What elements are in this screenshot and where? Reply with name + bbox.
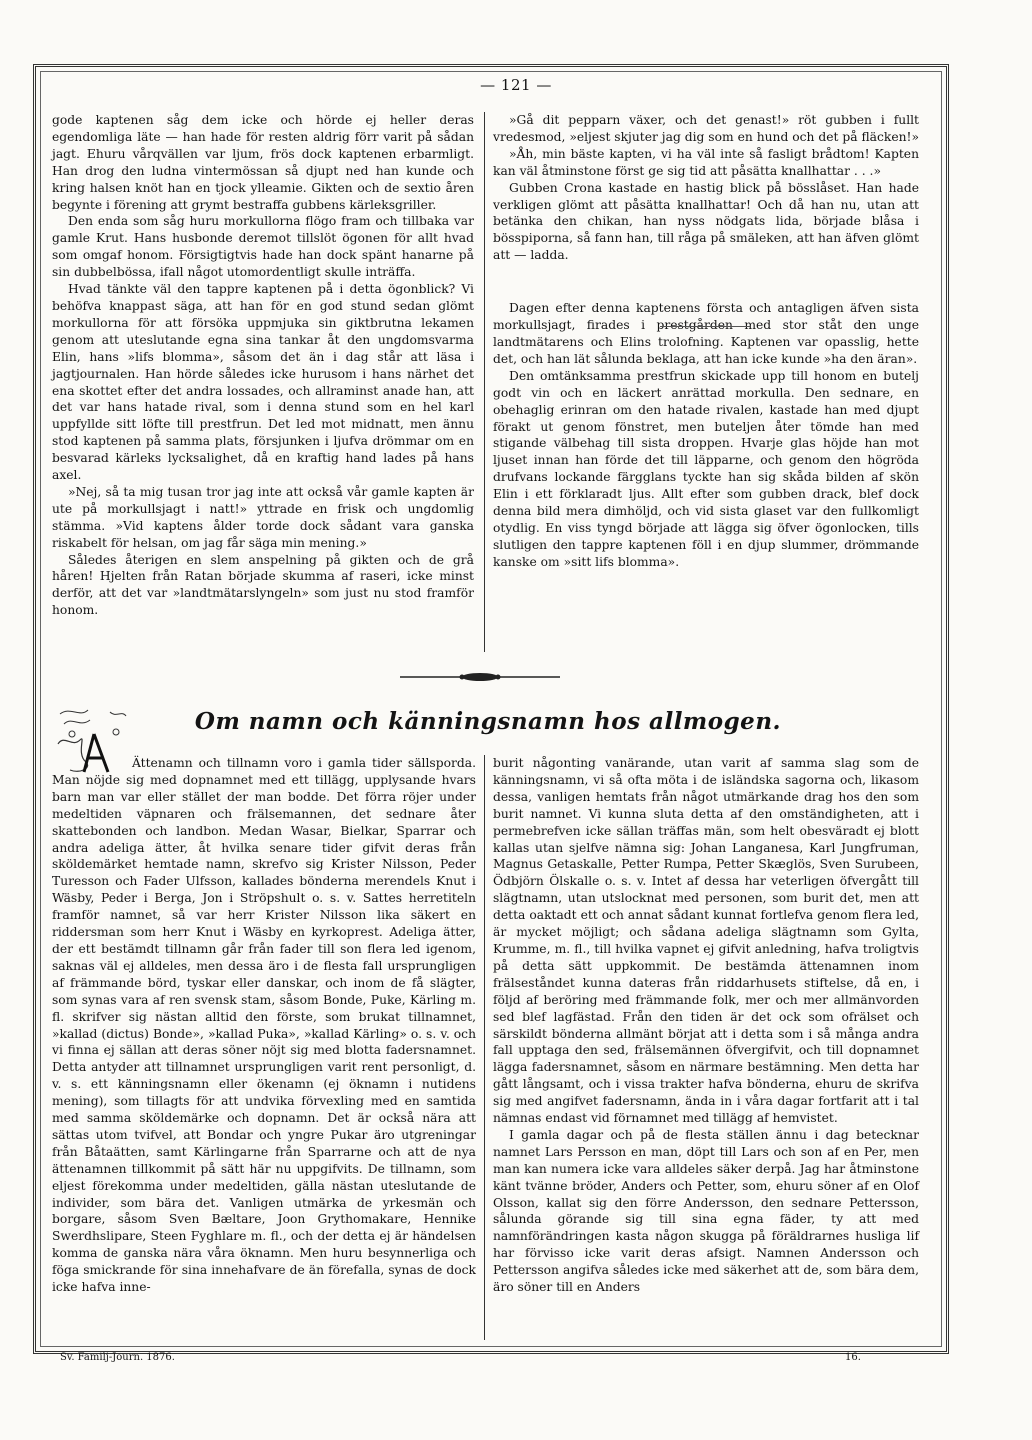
paragraph: »Åh, min bäste kapten, vi ha väl inte så fasligt brådtom! Kapten kan väl åtminstone först ge sig tid att påsätta knallhattar . . .»: [493, 146, 919, 178]
paragraph: Dagen efter denna kaptenens första och antagligen äfven sista morkullsjagt, firades i prestgården med stor ståt den unge landtmätarens och Elins trolofning. Kaptenen var opasslig, hette det, och han lät sålunda beklaga, att han icke kunde »ha den äran».: [493, 301, 919, 366]
paragraph: burit någonting vanärande, utan varit af samma slag som de känningsnamn, vi så ofta möta i de isländska sagorna och, likasom dessa, vanligen hemtats från något utmärkande drag hos den som burit namnet. Vi kunna sluta detta af den omständigheten, att i permebrefven icke sällan träffas män, som helt obesväradt ej blott kallas utan sjelfve nämna sig: Johan Langanesa, Karl Jungfruman, Magnus Getaskalle, Petter Rumpa, Petter Skæglös, Sven Surubeen, Ödbjörn Ölskalle o. s. v. Intet af dessa har veterligen öfvergått till slägtnamn, utan utslocknat med personen, som burit det, men att detta oaktadt ett och annat sådant kunnat fortlefva genom flera led, är mycket möjligt; och sådana adeliga slägtnamn som Gylta, Krumme, m. fl., till hvilka vapnet ej gifvit anledning, hafva troligtvis på detta sätt uppkommit. De bestämda ättenamnen inom frälseståndet kunna dateras från riddarhusets stiftelse, då en, i följd af beröring med främmande folk, mer och mer allmänvorden sed blef lagfästad. Från den tiden är det ock som ofrälset och särskildt bönderna allmänt börjat att i detta som i så många andra fall upptaga den sed, frälsemännen öfvergifvit, och till dopnamnet lägga fadersnamnet, såsom en närmare bestämning. Men detta har gått långsamt, och i vissa trakter hafva bönderna, ehuru de skrifva sig med angifvet fadersnamn, ända in i våra dagar fortfarit att i tal nämnas endast vid förnamnet med tillägg af hemvistet.: [493, 756, 919, 1126]
paragraph: Således återigen en slem anspelning på gikten och de grå håren! Hjelten från Ratan började skumma af raseri, icke minst derför, att det var »landtmätarslyngeln» som just nu stod framför honom.: [52, 552, 474, 618]
paragraph: Den enda som såg huru morkullorna flögo fram och tillbaka var gamle Krut. Hans husbonde deremot tillslöt ögonen för allt hvad som omgaf honom. Försigtigtvis hade han dock spänt hanarne på sin dubbelbössa, ifall något utomordentligt skulle inträffa.: [52, 214, 474, 280]
paragraph: I gamla dagar och på de flesta ställen ännu i dag betecknar namnet Lars Persson en man, döpt till Lars och son af en Per, men man kan numera icke vara alldeles säker derpå. Jag har åtminstone känt tvänne bröder, Anders och Petter, som, ehuru söner af en Olof Olsson, kallat sig den förre Andersson, den sednare Pettersson, sålunda görande sig till sina egna fäder, ty att med namnförändringen kasta någon skugga på föräldrarnes husliga lif har förvisso icke varit deras afsigt. Namnen Andersson och Pettersson angifva således icke med säkerhet att de, som bära dem, äro söner till en Anders: [493, 1127, 919, 1295]
paragraph: gode kaptenen såg dem icke och hörde ej heller deras egendomliga läte — han hade för resten aldrig förr varit på sådan jagt. Ehuru vårqvällen var ljum, frös dock kaptenen erbarmligt. Han drog den ludna vintermössan så djupt ned han kunde och kring halsen knöt han en tjock ylleamie. Gikten och de sextio åren begynte i förening att grymt bestraffa gubbens kärleksgriller.: [52, 113, 474, 212]
article-column-left: [52, 755, 476, 1296]
paragraph: »Nej, så ta mig tusan tror jag inte att också vår gamle kapten är ute på morkullsjagt i natt!» yttrade en frisk och ungdomlig stämma. »Vid kaptens ålder torde dock sådant vara ganska riskabelt för helsan, om jag får säga min mening.»: [52, 484, 474, 550]
page-number: — 121 —: [480, 76, 552, 94]
paragraph: Hvad tänkte väl den tappre kaptenen på i detta ögonblick? Vi behöfva knappast säga, att han för en god stund sedan glömt morkullorna för att försöka uppmjuka sin giktbrutna lekamen genom att uteslutande egna sina tankar åt den ungdomsvarma Elin, hans »lifs blomma», såsom det än i dag står att läsa i jagtjournalen. Han hörde således icke hurusom i hans närhet det ena skottet efter det andra lossades, och allraminst anade han, att det var hans hatade rival, som i denna stund som en hel karl uppfyllde sitt löfte till prestfrun. Det led mot midnatt, men ännu stod kaptenen på samma plats, försjunken i ljufva drömmar om en besvarad kärleks lycksalighet, då en kraftig hand lades på hans axel.: [52, 282, 474, 483]
footer-sheet-number: 16.: [845, 1352, 861, 1363]
section-break-rule: [660, 326, 750, 327]
footer-journal-name: Sv. Familj-Journ. 1876.: [60, 1352, 175, 1363]
paragraph: Ättenamn och tillnamn voro i gamla tider sällsporda. Man nöjde sig med dopnamnet med ett tillägg, upplysande hvars barn man var eller stället der man bodde. Det förra röjer under medeltiden väpnaren och frälsemannen, det sednare åter skattebonden och landbon. Medan Wasar, Bielkar, Sparrar och andra adeliga ätter, åt hvilka senare tider gifvit deras från sköldemärket hemtade namn, skrefvo sig Krister Nilsson, Peder Turesson och Fader Ulfsson, kallades bönderna merendels Knut i Wäsby, Peder i Berga, Jon i Ströpshult o. s. v. Sattes herretiteln framför namnet, så var herr Krister Nilsson lika säkert en riddersman som herr Knut i Wäsby en kyrkoprest. Adeliga ätter, der ett bestämdt tillnamn går från fader till son flera led igenom, saknas väl ej alldeles, men dessa äro i de flesta fall ursprungligen af främmande börd, tyskar eller danskar, och inom de få slägter, som synas vara af ren svensk stam, såsom Bonde, Puke, Kärling m. fl. skrifver sig nästan alltid den förste, som brukat tillnamnet, »kallad (dictus) Bonde», »kallad Puka», »kallad Kärling» o. s. v. och vi finna ej sällan att deras söner nöjt sig med blotta fadersnamnet. Detta antyder att tillnamnet ursprungligen varit rent personligt, d. v. s. ett känningsnamn eller ökenamn (ej öknamn i nutidens mening), som tillagts för att undvika förvexling med en samtida med samma sköldemärke och dopnamn. Det är också nära att sättas utom tvifvel, att Bondar och yngre Pukar äro utgreningar från Båtaätten, samt Kärlingarne från Sparrarne och att de nya ättenamnen tillkommit på sätt här nu uppgifvits. De tillnamn, som eljest förekomma under medeltiden, gälla nästan uteslutande de individer, som bära det. Vanligen utmärka de yrkesmän och borgare, såsom Sven Bæltare, Joon Grythomakare, Hennike Swerdhslipare, Steen Fyghlare m. fl., och der detta ej är händelsen komma de ganska nära våra öknamn. Men huru besynnerliga och föga smickrande för sina innehafvare de än förefalla, synas de dock icke hafva inne-: [52, 756, 476, 1295]
story-column-left: [52, 112, 474, 619]
paragraph: Den omtänksamma prestfrun skickade upp till honom en butelj godt vin och en läckert anrättad morkulla. Den sednare, en obehaglig erinran om den hatade rivalen, kastade han med djupt förakt ut genom fönstret, men buteljen åter tömde han med stigande välbehag till sista droppen. Hvarje glas höjde han mot ljuset innan han förde det till läpparne, och genom den högröda drufvans lockande färgglans tyckte han sig skåda bilden af skön Elin i ett förklaradt ljus. Allt efter som gubben drack, blef dock denna bild mera dimhöljd, och vid sista glaset var den fullkomligt otydlig. En viss tyngd började att lägga sig öfver ögonlocken, tills slutligen den tappre kaptenen föll i en djup slummer, drömmande kanske om »sitt lifs blomma».: [493, 368, 919, 569]
column-divider: [484, 112, 485, 652]
paragraph: Gubben Crona kastade en hastig blick på bösslåset. Han hade verkligen glömt att påsätta knallhattar! Och då han nu, utan att betänka den chikan, han nyss nödgats lida, började blåsa i bösspiporna, så fann han, till råga på smäleken, att han äfven glömt att — ladda.: [493, 180, 919, 263]
ornament-divider: [400, 670, 560, 684]
article-title: Om namn och känningsnamn hos allmogen.: [194, 708, 782, 735]
story-column-right: [493, 112, 919, 571]
article-column-right: [493, 755, 919, 1296]
column-divider: [484, 755, 485, 1340]
paragraph: »Gå dit pepparn växer, och det genast!» röt gubben i fullt vredesmod, »eljest skjuter jag dig som en hund och det på fläcken!»: [493, 113, 920, 144]
